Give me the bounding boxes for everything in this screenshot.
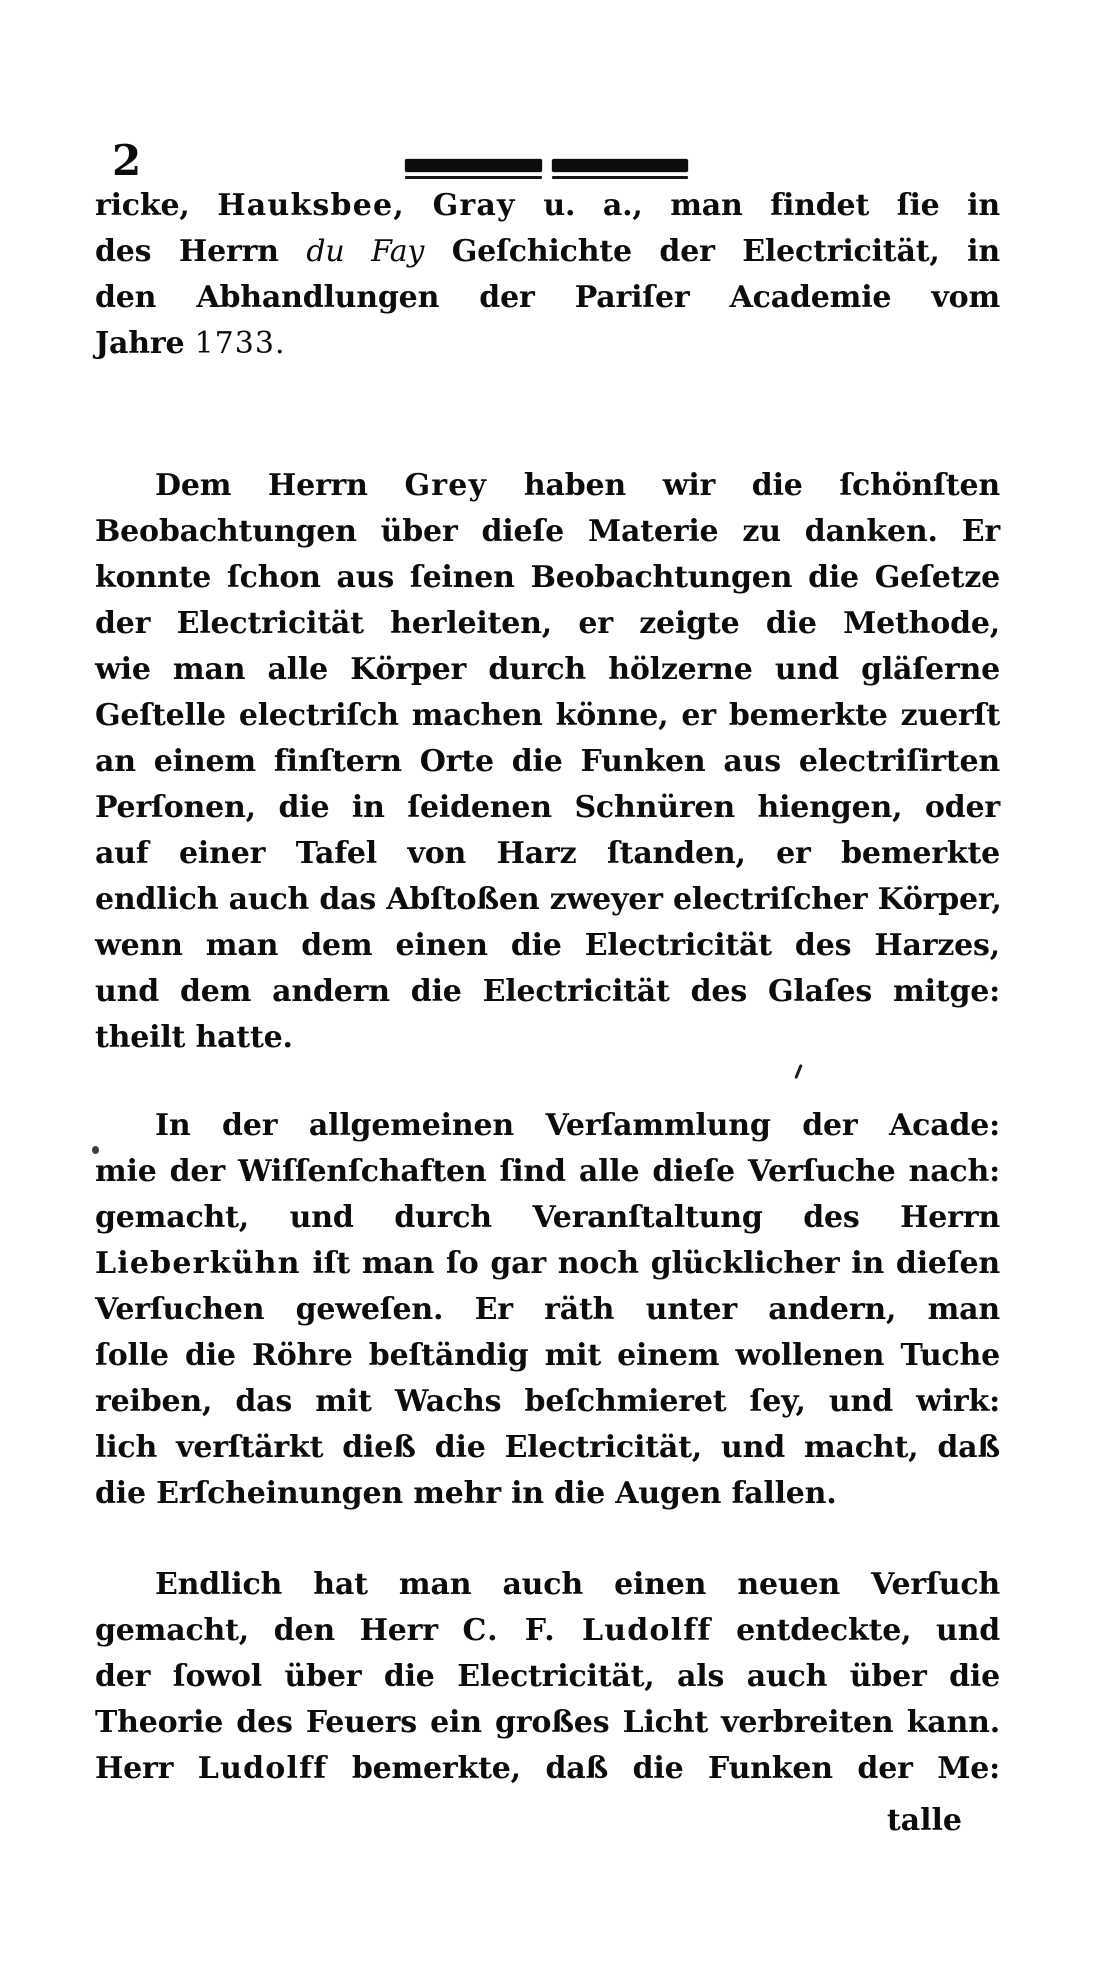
text-segment: Beobachtungen über dieſe Materie zu danken. Er (95, 514, 1000, 549)
text-segment: Herr (95, 1751, 198, 1786)
text-segment: und dem andern die Electricität des Glaſes mitge: (95, 974, 1000, 1009)
text-segment: haben wir die ſchönſten (487, 468, 1001, 503)
text-segment: iſt man ſo gar noch glücklicher in dieſen (300, 1246, 1000, 1281)
text-segment: Theorie des Feuers ein großes Licht verbreiten kann. (95, 1705, 1000, 1740)
text-line (95, 1700, 1000, 1746)
text-segment: ſolle die Röhre beſtändig mit einem wollenen Tuche (95, 1338, 1000, 1373)
text-segment: Jahre (95, 326, 195, 361)
text-segment: wenn man dem einen die Electricität des Harzes, (95, 928, 1000, 963)
text-segment: des Herrn (95, 234, 307, 269)
text-line (95, 1654, 1000, 1700)
text-segment: In der allgemeinen Verſammlung der Acade: (155, 1108, 1000, 1143)
text-line (95, 1608, 1000, 1654)
text-line (95, 785, 1000, 831)
paragraph (95, 463, 1000, 1061)
text-segment: der ſowol über die Electricität, als auch über die (95, 1659, 1000, 1694)
text-block (95, 183, 1000, 1792)
text-segment: u. a., man findet ſie in (515, 188, 1000, 223)
ink-speck (92, 1146, 99, 1154)
person-name-segment: Lieberkühn (95, 1246, 301, 1281)
text-segment: die Erſcheinungen mehr in die Augen fallen. (95, 1476, 837, 1511)
text-segment: Geſchichte der Electricität, in (424, 234, 1000, 269)
text-segment: endlich auch das Abſtoßen zweyer electriſcher Körper, (95, 882, 1002, 917)
text-segment: Verſuchen geweſen. Er räth unter andern, man (95, 1292, 1000, 1327)
text-line (95, 509, 1000, 555)
text-line (95, 1195, 1000, 1241)
paragraph (95, 1562, 1000, 1792)
text-line (95, 601, 1000, 647)
text-line (95, 1241, 1000, 1287)
text-line (95, 1149, 1000, 1195)
text-segment: gemacht, den Herr (95, 1613, 463, 1648)
text-segment: 1733. (194, 326, 286, 361)
text-segment: ricke, (95, 188, 218, 223)
text-line (95, 1471, 1000, 1517)
text-segment: gemacht, und durch Veranſtaltung des Herrn (95, 1200, 1000, 1235)
paragraph (95, 1103, 1000, 1517)
catchword: talle (886, 1803, 962, 1838)
text-line (95, 1746, 1000, 1792)
rule-segment (552, 159, 689, 179)
text-line (95, 1287, 1000, 1333)
text-line (95, 1379, 1000, 1425)
text-segment: den Abhandlungen der Pariſer Academie vom (95, 280, 1000, 315)
text-segment: konnte ſchon aus ſeinen Beobachtungen die Geſetze (95, 560, 1000, 595)
text-segment: der Electricität herleiten, er zeigte die Methode, (95, 606, 1000, 641)
person-name-segment: Grey (404, 468, 488, 503)
text-segment: entdeckte, und (711, 1613, 1001, 1648)
paragraph (95, 183, 1000, 367)
text-line (95, 183, 1000, 229)
text-line (95, 739, 1000, 785)
text-line (95, 647, 1000, 693)
person-name-segment: Hauksbee, (217, 188, 405, 223)
text-segment: wie man alle Körper durch hölzerne und gläſerne (95, 652, 1000, 687)
person-name-segment: C. F. Ludolff (462, 1613, 712, 1648)
text-segment: mie der Wiſſenſchaften ſind alle dieſe Verſuche nach: (95, 1154, 1000, 1189)
latin-name-segment: du Fay (306, 234, 425, 269)
page-number: 2 (112, 136, 142, 185)
header-rule-ornament (405, 159, 688, 179)
text-line (95, 969, 1000, 1015)
text-segment: bemerkte, daß die Funken der Me: (327, 1751, 1000, 1786)
text-segment: theilt hatte. (95, 1020, 293, 1055)
text-segment: reiben, das mit Wachs beſchmieret ſey, und wirk: (95, 1384, 1000, 1419)
text-line (95, 463, 1000, 509)
text-line (95, 1333, 1000, 1379)
text-segment: Endlich hat man auch einen neuen Verſuch (155, 1567, 1000, 1602)
text-line (95, 555, 1000, 601)
text-line (95, 229, 1000, 275)
text-line (95, 1562, 1000, 1608)
text-segment: Geſtelle electriſch machen könne, er bemerkte zuerſt (95, 698, 1000, 733)
text-segment: Perſonen, die in ſeidenen Schnüren hiengen, oder (95, 790, 1000, 825)
thick-rule (552, 159, 689, 172)
text-segment: lich verſtärkt dieß die Electricität, und macht, daß (95, 1430, 1000, 1465)
text-line (95, 831, 1000, 877)
thin-rule (552, 176, 689, 179)
text-line (95, 923, 1000, 969)
rule-segment (405, 159, 542, 179)
person-name-segment: Ludolff (197, 1751, 328, 1786)
text-line (95, 693, 1000, 739)
text-segment: an einem finſtern Orte die Funken aus electriſirten (95, 744, 1000, 779)
text-line (95, 321, 1000, 367)
thin-rule (405, 176, 542, 179)
text-line (95, 1425, 1000, 1471)
text-segment (405, 188, 433, 223)
thick-rule (405, 159, 542, 172)
text-line (95, 877, 1000, 923)
text-line (95, 275, 1000, 321)
text-segment: Dem Herrn (155, 468, 405, 503)
text-line (95, 1015, 1000, 1061)
text-segment: auf einer Tafel von Harz ſtanden, er bemerkte (95, 836, 1000, 871)
person-name-segment: Gray (432, 188, 516, 223)
text-line (95, 1103, 1000, 1149)
